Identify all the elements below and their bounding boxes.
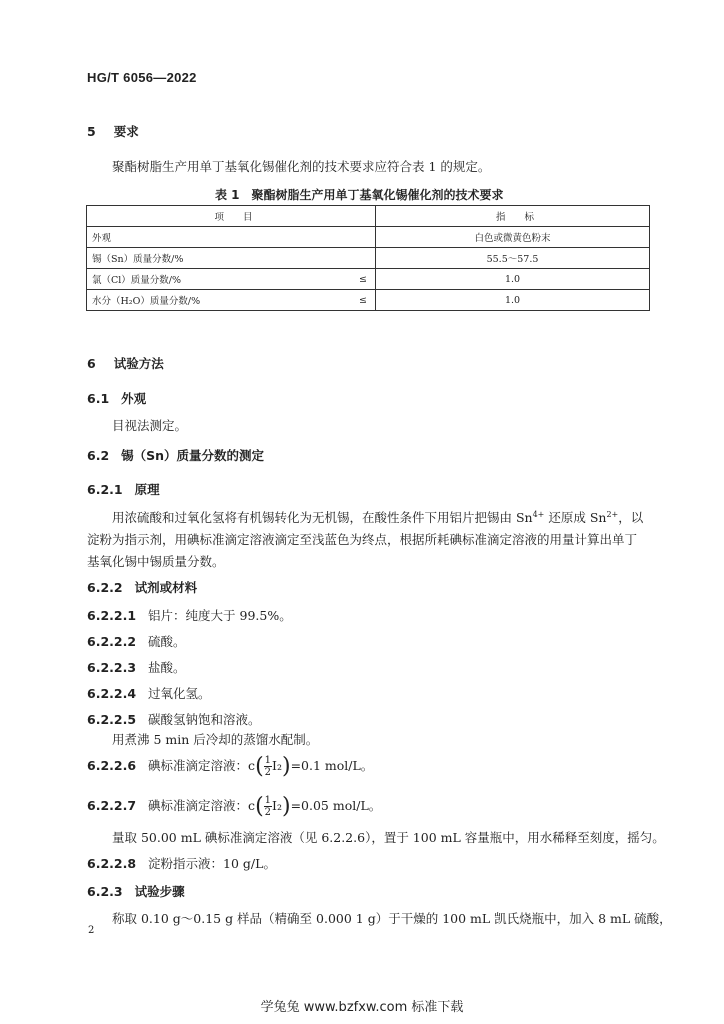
section-6-2-2-heading — [87, 578, 197, 596]
row-value: 55.5～57.5 — [376, 248, 650, 269]
item-text: 铝片：纯度大于 99.5%。 — [148, 608, 292, 623]
section-number: 6 — [87, 356, 96, 371]
table-row — [87, 269, 650, 290]
row-item: 锡（Sn）质量分数/% — [87, 248, 352, 269]
spec-table — [86, 205, 650, 311]
row-sign: ≤ — [351, 269, 376, 290]
list-item — [87, 754, 373, 779]
section-title: 试验方法 — [113, 356, 164, 371]
section-number: 6.2.3 — [87, 884, 123, 899]
item-text: 硫酸。 — [148, 634, 186, 649]
right-paren: ) — [281, 794, 291, 819]
species: I₂ — [272, 758, 282, 773]
watermark-footer: 学兔兔 www.bzfxw.com 标准下载 — [260, 1000, 464, 1015]
section-number: 6.1 — [87, 391, 110, 406]
fraction-denominator: 2 — [264, 807, 272, 818]
charge-2plus: 2+ — [606, 510, 619, 519]
item-number: 6.2.2.2 — [87, 634, 137, 649]
section-title: 外观 — [121, 391, 147, 406]
fraction — [264, 795, 272, 818]
section-number: 5 — [87, 124, 96, 139]
fraction-numerator: 1 — [264, 755, 272, 766]
species: I₂ — [272, 798, 282, 813]
section-title: 要求 — [113, 124, 139, 139]
col-header-item: 项 目 — [87, 206, 376, 227]
concentration-value: =0.1 mol/L。 — [290, 758, 374, 773]
row-sign: ≤ — [351, 290, 376, 311]
section-6-2-heading — [87, 446, 264, 464]
table-header-row — [87, 206, 650, 227]
principle-line-1a: 用浓硫酸和过氧化氢将有机锡转化为无机锡，在酸性条件下用铝片把锡由 Sn — [112, 510, 533, 526]
item-number: 6.2.2.7 — [87, 798, 137, 813]
item-text: 碘标准滴定溶液：c — [148, 758, 256, 773]
appearance-method-text: 目视法测定。 — [112, 418, 188, 433]
principle-line-1c: ，以 — [618, 510, 644, 526]
row-value: 1.0 — [376, 269, 650, 290]
principle-paragraph — [87, 504, 647, 573]
left-paren: ( — [255, 754, 264, 779]
section-title: 原理 — [134, 482, 160, 497]
item-number: 6.2.2.8 — [87, 856, 137, 871]
section-title: 试验步骤 — [134, 884, 185, 899]
row-sign — [351, 227, 376, 248]
page-number: 2 — [88, 925, 95, 936]
section-number: 6.2 — [87, 448, 110, 463]
item-note: 量取 50.00 mL 碘标准滴定溶液（见 6.2.2.6），置于 100 mL 容量瓶中，用水稀释至刻度，摇匀。 — [112, 830, 665, 845]
col-header-value: 指 标 — [376, 206, 650, 227]
item-text: 过氧化氢。 — [148, 686, 211, 701]
section-title: 锡（Sn）质量分数的测定 — [121, 448, 265, 463]
list-item — [87, 710, 261, 728]
item-text: 淀粉指示液：10 g/L。 — [148, 856, 276, 871]
requirement-text: 聚酯树脂生产用单丁基氧化锡催化剂的技术要求应符合表 1 的规定。 — [112, 159, 491, 174]
item-text: 碘标准滴定溶液：c — [148, 798, 256, 813]
list-item — [87, 684, 211, 702]
principle-line-1b: 还原成 Sn — [544, 510, 607, 526]
section-6-heading — [87, 354, 164, 372]
row-item: 水分（H₂O）质量分数/% — [87, 290, 352, 311]
procedure-text: 称取 0.10 g～0.15 g 样品（精确至 0.000 1 g）于干燥的 100 mL 凯氏烧瓶中，加入 8 mL 硫酸， — [112, 911, 672, 926]
item-number: 6.2.2.4 — [87, 686, 137, 701]
list-item — [87, 632, 186, 650]
section-6-2-1-heading — [87, 480, 160, 498]
charge-4plus: 4+ — [532, 510, 545, 519]
fraction-numerator: 1 — [264, 795, 272, 806]
section-6-1-heading — [87, 389, 146, 407]
right-paren: ) — [281, 754, 291, 779]
left-paren: ( — [255, 794, 264, 819]
item-number: 6.2.2.6 — [87, 758, 137, 773]
fraction-denominator: 2 — [264, 767, 272, 778]
table-row — [87, 290, 650, 311]
principle-line-3: 基氧化锡中锡质量分数。 — [87, 554, 225, 570]
item-number: 6.2.2.5 — [87, 712, 137, 727]
section-number: 6.2.1 — [87, 482, 123, 497]
list-item — [87, 794, 381, 819]
row-value: 1.0 — [376, 290, 650, 311]
row-item: 外观 — [87, 227, 352, 248]
row-sign — [351, 248, 376, 269]
list-item — [87, 606, 292, 624]
item-number: 6.2.2.1 — [87, 608, 137, 623]
row-value: 白色或微黄色粉末 — [376, 227, 650, 248]
list-item — [87, 854, 276, 872]
item-text: 盐酸。 — [148, 660, 186, 675]
concentration-value: =0.05 mol/L。 — [290, 798, 382, 813]
item-number: 6.2.2.3 — [87, 660, 137, 675]
table-caption: 表 1 聚酯树脂生产用单丁基氧化锡催化剂的技术要求 — [215, 188, 504, 202]
table-row — [87, 248, 650, 269]
standard-code-header: HG/T 6056—2022 — [87, 70, 197, 85]
row-item: 氯（Cl）质量分数/% — [87, 269, 352, 290]
table-row — [87, 227, 650, 248]
fraction — [264, 755, 272, 778]
item-text: 碳酸氢钠饱和溶液。 — [148, 712, 261, 727]
section-6-2-3-heading — [87, 882, 185, 900]
list-item — [87, 658, 186, 676]
section-title: 试剂或材料 — [134, 580, 198, 595]
section-number: 6.2.2 — [87, 580, 123, 595]
section-5-heading — [87, 122, 139, 140]
item-note: 用煮沸 5 min 后冷却的蒸馏水配制。 — [112, 732, 319, 747]
principle-line-2: 淀粉为指示剂，用碘标准滴定溶液滴定至浅蓝色为终点，根据所耗碘标准滴定溶液的用量计算出单丁 — [87, 532, 638, 548]
